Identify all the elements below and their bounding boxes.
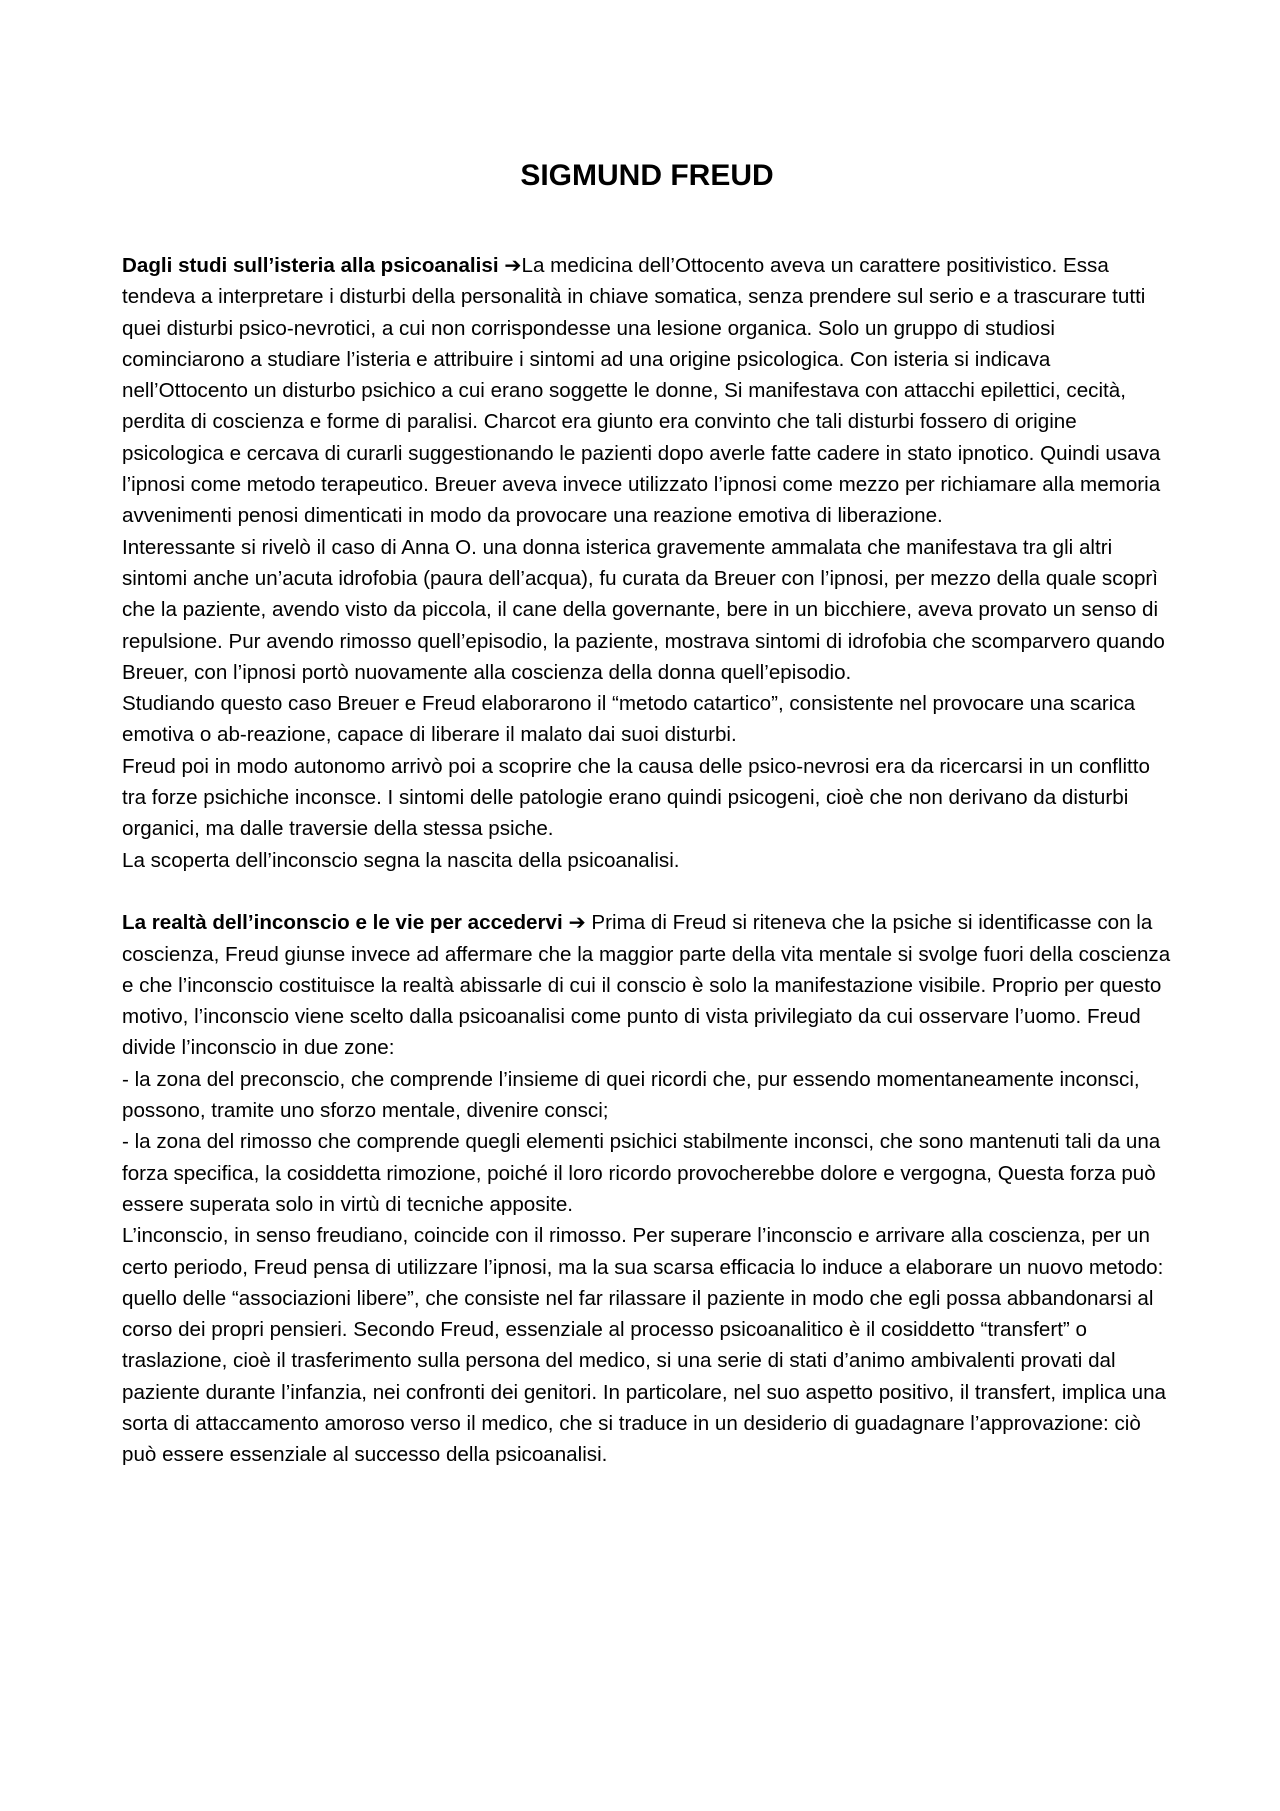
section2-paragraph-4: L’inconscio, in senso freudiano, coincide con il rimosso. Per superare l’inconscio e arrivare alla coscienza, per un certo periodo, Freud pensa di utilizzare l’ipnosi, ma la sua scarsa efficacia lo induce a elaborare un nuovo metodo: quello delle “associazioni libere”, che consiste nel far rilassare il paziente in modo che egli possa abbandonarsi al corso dei propri pensieri. Secondo Freud, essenziale al processo psicoanalitico è il cosiddetto “transfert” o traslazione, cioè il trasferimento sulla persona del medico, si una serie di stati d’animo ambivalenti provati dal paziente durante l’infanzia, nei confronti dei genitori. In particolare, nel suo aspetto positivo, il transfert, implica una sorta di attaccamento amoroso verso il medico, che si traduce in un desiderio di guadagnare l’approvazione: ciò può essere essenziale al successo della psicoanalisi. <box>122 1224 1167 1467</box>
section1-text-1: La medicina dell’Ottocento aveva un carattere positivistico. Essa tendeva a interpretare i disturbi della personalità in chiave somatica, senza prendere sul serio e a trascurare tutti quei disturbi psico-nevrotici, a cui non corrispondesse una lesione organica. Solo un gruppo di studiosi cominciarono a studiare l’isteria e attribuire i sintomi ad una origine psicologica. Con isteria si indicava nell’Ottocento un disturbo psichico a cui erano soggette le donne, Si manifestava con attacchi epilettici, cecità, perdita di coscienza e forme di paralisi. Charcot era giunto era convinto che tali disturbi fossero di origine psicologica e cercava di curarli suggestionando le pazienti dopo averle fatte cadere in stato ipnotico. Quindi usava l’ipnosi come metodo terapeutico. Breuer aveva invece utilizzato l’ipnosi come mezzo per richiamare alla memoria avvenimenti penosi dimenticati in modo da provocare una reazione emotiva di liberazione. <box>122 254 1161 528</box>
section1-paragraph-4: Freud poi in modo autonomo arrivò poi a scoprire che la causa delle psico-nevrosi era da ricercarsi in un conflitto tra forze psichiche inconsce. I sintomi delle patologie erano quindi psicogeni, cioè che non derivano da disturbi organici, ma dalle traversie della stessa psiche. <box>122 754 1150 841</box>
section2-text-1: Prima di Freud si riteneva che la psiche si identificasse con la coscienza, Freud giunse invece ad affermare che la maggior parte della vita mentale si svolge fuori della coscienza e che l’inconscio costituisce la realtà abissarle di cui il conscio è solo la manifestazione visibile. Proprio per questo motivo, l’inconscio viene scelto dalla psicoanalisi come punto di vista privilegiato da cui osservare l’uomo. Freud divide l’inconscio in due zone: <box>122 911 1171 1060</box>
section2-paragraph-2: - la zona del preconscio, che comprende l’insieme di quei ricordi che, pur essendo momentaneamente inconsci, possono, tramite uno sforzo mentale, divenire consci; <box>122 1067 1140 1123</box>
document-title: SIGMUND FREUD <box>520 159 774 192</box>
section1-paragraph-3: Studiando questo caso Breuer e Freud elaborarono il “metodo catartico”, consistente nel provocare una scarica emotiva o ab-reazione, capace di liberare il malato dai suoi disturbi. <box>122 692 1136 747</box>
section1-heading: Dagli studi sull’isteria alla psicoanalisi <box>122 254 499 277</box>
document-body <box>122 250 1172 1471</box>
section2-paragraph-1 <box>122 907 1172 1063</box>
section1-paragraph-2: Interessante si rivelò il caso di Anna O. una donna isterica gravemente ammalata che manifestava tra gli altri sintomi anche un’acuta idrofobia (paura dell’acqua), fu curata da Breuer con l’ipnosi, per mezzo della quale scoprì che la paziente, avendo visto da piccola, il cane della governante, bere in un bicchiere, aveva provato un senso di repulsione. Pur avendo rimosso quell’episodio, la paziente, mostrava sintomi di idrofobia che scomparvero quando Breuer, con l’ipnosi portò nuovamente alla coscienza della donna quell’episodio. <box>122 535 1165 684</box>
section2-paragraph-3: - la zona del rimosso che comprende quegli elementi psichici stabilmente inconsci, che sono mantenuti tali da una forza specifica, la cosiddetta rimozione, poiché il loro ricordo provocherebbe dolore e vergogna, Questa forza può essere superata solo in virtù di tecniche apposite. <box>122 1130 1161 1216</box>
section2-heading: La realtà dell’inconscio e le vie per accedervi <box>122 911 563 935</box>
section-spacer <box>122 876 1172 907</box>
section1-paragraph-1 <box>122 250 1172 532</box>
arrow-right-icon: ➔ <box>568 911 586 935</box>
section1-paragraph-5: La scoperta dell’inconscio segna la nascita della psicoanalisi. <box>122 848 680 872</box>
arrow-right-icon: ➔ <box>504 254 522 277</box>
